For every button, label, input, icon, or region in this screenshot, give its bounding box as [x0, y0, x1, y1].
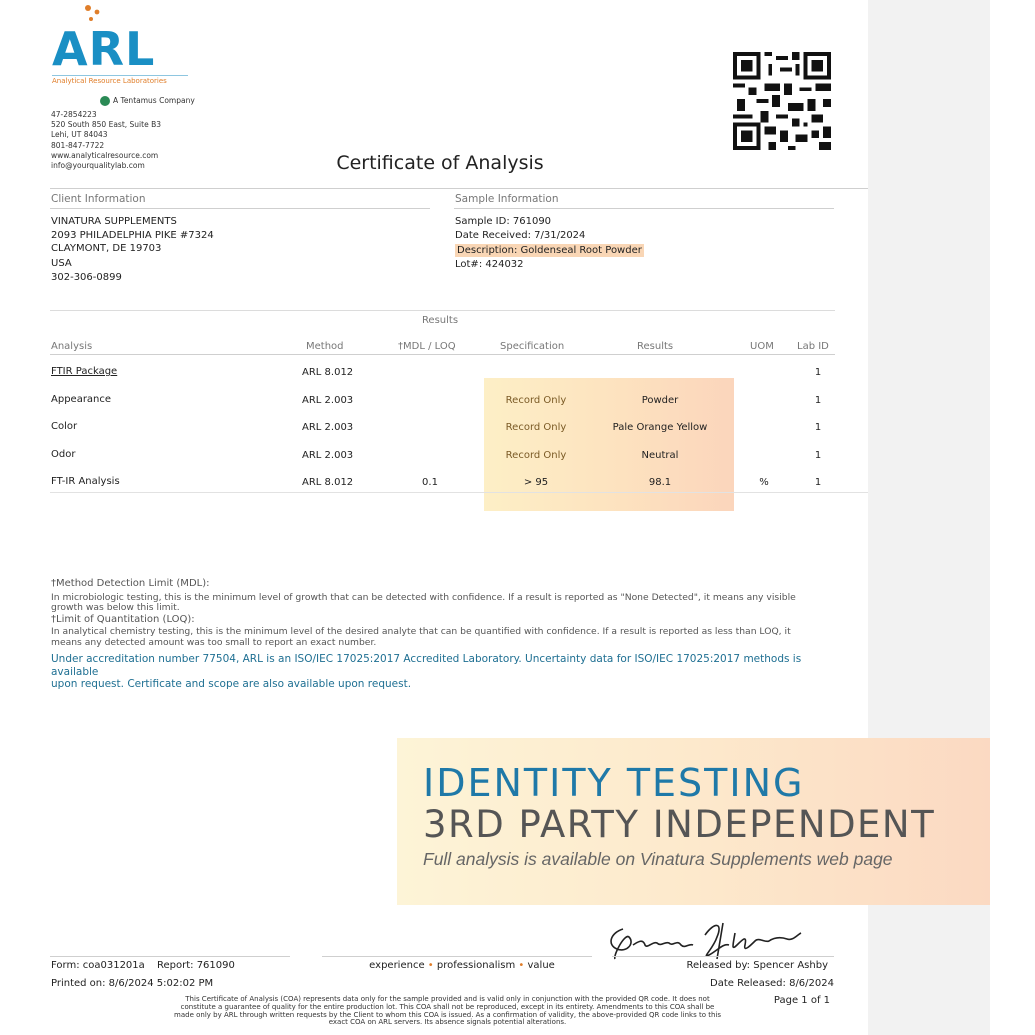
banner-subheadline: 3RD PARTY INDEPENDENT [423, 803, 936, 846]
table-cell-lab-id: 1 [814, 450, 822, 461]
table-cell-result: Powder [641, 395, 679, 406]
table-cell-lab-id: 1 [814, 477, 822, 488]
client-address [51, 215, 214, 285]
date-received: Date Received: 7/31/2024 [455, 230, 586, 242]
disclaimer-line: This Certificate of Analysis (COA) represents data only for the sample provided and is valid only in conjunction with the provided QR code. It does not [185, 995, 710, 1003]
table-cell-mdl: 0.1 [422, 477, 438, 488]
contact-link[interactable]: www.analyticalresource.com [51, 150, 159, 160]
logo-subtitle: Analytical Resource Laboratories [52, 75, 188, 85]
released-by: Released by: Spencer Ashby [686, 960, 828, 971]
footnotes [51, 579, 841, 648]
table-cell-analysis: Odor [51, 449, 76, 460]
motto [322, 960, 602, 971]
column-header-mdl-loq: †MDL / LOQ [398, 341, 456, 352]
column-header-uom: UOM [750, 341, 774, 352]
lab-contact-block [51, 110, 161, 171]
bullet-icon: • [518, 960, 525, 971]
contact-email[interactable]: info@yourqualitylab.com [51, 161, 145, 171]
sample-description [455, 244, 644, 258]
form-number: Form: coa031201a [51, 960, 145, 971]
analysis-link-ftir-package[interactable]: FTIR Package [51, 366, 118, 377]
contact-line: 520 South 850 East, Suite B3 [51, 120, 161, 130]
logo-letters: ARL [52, 22, 156, 76]
column-header-specification: Specification [500, 341, 565, 352]
loq-note-text: In analytical chemistry testing, this is the minimum level of the desired analyte that can be quantified with confidence. If a result is reported as less than LOQ, it [51, 626, 791, 637]
motto-word: professionalism [436, 960, 516, 971]
table-cell-analysis: Appearance [51, 394, 112, 405]
disclaimer-line: made only by ARL through written requests by the Client to whom this COA is issued. As a confirmation of validity, the above-provided QR code links to this [174, 1010, 721, 1019]
divider [50, 354, 835, 355]
disclaimer-line: constitute a guarantee of quality for the entire production lot. This COA shall not be reproduced, except in its entirety. Amendments to this COA shall be [180, 1002, 715, 1011]
motto-word: experience [369, 960, 425, 971]
accreditation-text: upon request. Certificate and scope are also available upon request. [51, 678, 412, 690]
client-phone: 302-306-0899 [51, 272, 122, 283]
table-cell-uom: % [759, 477, 769, 488]
client-info-heading: Client Information [51, 193, 146, 205]
date-released: Date Released: 8/6/2024 [710, 978, 834, 989]
contact-line: Lehi, UT 84043 [51, 130, 108, 140]
contact-line: 47-2854223 [51, 110, 97, 119]
report-number: Report: 761090 [157, 960, 235, 971]
disclaimer-line: exact COA on ARL servers. Its absence signals potential alterations. [328, 1018, 567, 1027]
table-cell-analysis: FT-IR Analysis [51, 476, 120, 487]
accreditation-text: Under accreditation number 77504, ARL is an ISO/IEC 17025:2017 Accredited Laboratory. Uncertainty data for ISO/IEC 17025:2017 methods is available [51, 653, 802, 678]
table-cell-lab-id: 1 [814, 395, 822, 406]
sample-info-heading: Sample Information [455, 193, 559, 205]
table-cell-method: ARL 2.003 [302, 450, 354, 461]
mdl-note-text: In microbiologic testing, this is the minimum level of growth that can be detected with confidence. If a result is reported as "None Detected", it means any visible [51, 591, 796, 603]
mdl-note-text: growth was below this limit. [51, 602, 180, 613]
divider [322, 956, 592, 957]
disclaimer [160, 996, 735, 1027]
sample-id: Sample ID: 761090 [455, 216, 552, 227]
lot-number: Lot#: 424032 [455, 258, 524, 270]
table-cell-result: Pale Orange Yellow [612, 422, 708, 433]
client-name: VINATURA SUPPLEMENTS [51, 216, 177, 227]
divider [50, 208, 430, 209]
divider [50, 310, 835, 311]
printed-on: Printed on: 8/6/2024 5:02:02 PM [51, 978, 214, 989]
column-header-lab-id: Lab ID [797, 341, 829, 352]
description-highlight: Description: Goldenseal Root Powder [457, 244, 642, 256]
divider [50, 492, 868, 493]
banner-note: Full analysis is available on Vinatura Supplements web page [423, 849, 893, 869]
column-header-method: Method [306, 341, 344, 352]
table-cell-lab-id: 1 [814, 422, 822, 433]
table-cell-result: 98.1 [648, 477, 672, 488]
contact-line: 801-847-7722 [51, 140, 105, 150]
table-cell-method: ARL 8.012 [302, 477, 354, 488]
table-cell-lab-id: 1 [814, 367, 822, 378]
tentamus-tag [100, 96, 195, 106]
divider [612, 956, 834, 957]
table-cell-specification: Record Only [505, 395, 567, 406]
client-country: USA [51, 257, 72, 269]
loq-note-text: means any detected amount was too small to report an exact number. [51, 636, 377, 648]
column-header-analysis: Analysis [51, 341, 93, 352]
tentamus-label: A Tentamus Company [113, 96, 195, 105]
loq-note-title: †Limit of Quantitation (LOQ): [51, 613, 195, 625]
qr-code[interactable] [733, 52, 831, 150]
sample-details [455, 215, 644, 272]
accreditation-notice [51, 653, 851, 691]
document-title: Certificate of Analysis [336, 152, 544, 174]
tentamus-leaf-icon [100, 96, 110, 106]
client-city: CLAYMONT, DE 19703 [51, 243, 162, 254]
divider [454, 208, 834, 209]
table-cell-method: ARL 2.003 [302, 422, 354, 433]
signature-image [605, 915, 805, 965]
results-caption: Results [421, 315, 459, 326]
client-street: 2093 PHILADELPHIA PIKE #7324 [51, 229, 214, 241]
arl-logo [52, 2, 192, 90]
page-number: Page 1 of 1 [773, 995, 830, 1006]
banner-headline: IDENTITY TESTING [423, 761, 805, 805]
divider [50, 188, 868, 189]
table-cell-specification: Record Only [505, 422, 567, 433]
divider [50, 956, 290, 957]
motto-word: value [527, 960, 555, 971]
mdl-note-title: †Method Detection Limit (MDL): [51, 578, 210, 589]
table-cell-specification: > 95 [523, 477, 549, 488]
table-cell-method: ARL 8.012 [302, 367, 354, 378]
table-cell-method: ARL 2.003 [302, 395, 354, 406]
table-cell-result: Neutral [641, 450, 679, 461]
bullet-icon: • [427, 960, 434, 971]
table-cell-specification: Record Only [505, 450, 567, 461]
column-header-results: Results [637, 341, 674, 352]
table-cell-analysis: Color [51, 421, 78, 432]
